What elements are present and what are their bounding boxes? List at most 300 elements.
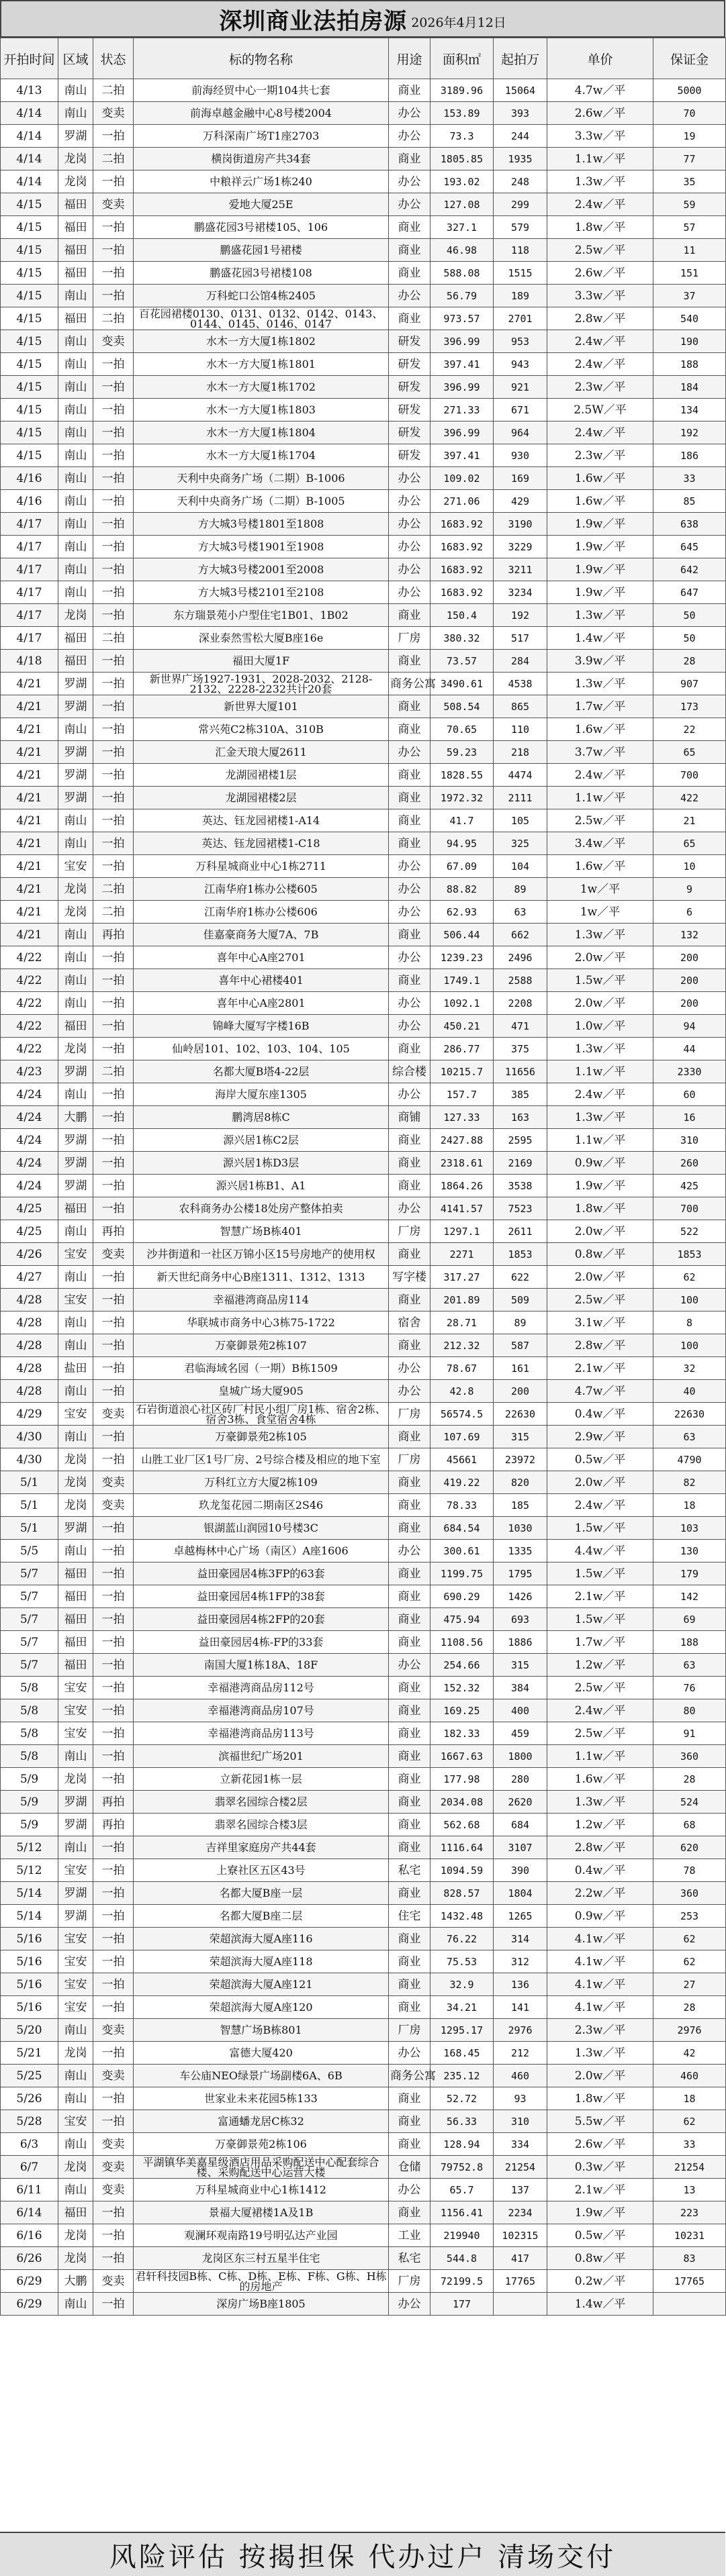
cell-area: 52.72 — [430, 2087, 494, 2110]
cell-district: 南山 — [58, 924, 93, 946]
cell-start-price: 2169 — [494, 1152, 547, 1175]
cell-time: 5/14 — [1, 1882, 58, 1905]
cell-start-price: 21254 — [494, 2156, 547, 2179]
cell-deposit: 63 — [653, 1426, 726, 1448]
cell-name: 鹏盛花园1号裙楼 — [134, 239, 389, 262]
column-header-deposit: 保证金 — [653, 38, 726, 79]
cell-start-price: 212 — [494, 2042, 547, 2065]
cell-usage: 商业 — [389, 1950, 430, 1973]
cell-area: 3490.61 — [430, 673, 494, 695]
cell-usage: 宿舍 — [389, 1311, 430, 1334]
cell-usage: 商业 — [389, 1928, 430, 1950]
cell-status: 一拍 — [93, 2247, 134, 2270]
cell-district: 宝安 — [58, 2110, 93, 2133]
cell-name: 君临海域名园（一期）B栋1509 — [134, 1357, 389, 1380]
cell-area: 2318.61 — [430, 1152, 494, 1175]
cell-name: 喜年中心A座2801 — [134, 992, 389, 1015]
table-row — [1, 490, 726, 513]
cell-area: 79752.8 — [430, 2156, 494, 2179]
cell-area: 109.02 — [430, 467, 494, 490]
table-row — [1, 2019, 726, 2042]
cell-area: 271.06 — [430, 490, 494, 513]
cell-name: 水木一方大厦1栋1802 — [134, 330, 389, 353]
cell-unit-price: 4.1w／平 — [547, 1973, 653, 1996]
cell-unit-price: 1w／平 — [547, 878, 653, 901]
cell-time: 5/7 — [1, 1563, 58, 1585]
cell-start-price: 1426 — [494, 1585, 547, 1608]
cell-status: 变卖 — [93, 330, 134, 353]
cell-unit-price: 2.0w／平 — [547, 2065, 653, 2087]
cell-area: 1972.32 — [430, 787, 494, 809]
cell-unit-price: 2.4w／平 — [547, 1494, 653, 1517]
cell-status: 一拍 — [93, 1266, 134, 1289]
cell-start-price: 248 — [494, 170, 547, 193]
cell-area: 157.7 — [430, 1083, 494, 1106]
cell-start-price: 2595 — [494, 1129, 547, 1152]
table-row — [1, 1289, 726, 1311]
cell-start-price: 105 — [494, 809, 547, 832]
cell-deposit: 200 — [653, 946, 726, 969]
cell-unit-price: 2.8w／平 — [547, 307, 653, 330]
cell-unit-price: 3.1w／平 — [547, 1311, 653, 1334]
cell-deposit: 22 — [653, 718, 726, 741]
table-row — [1, 1677, 726, 1699]
cell-deposit: 94 — [653, 1015, 726, 1038]
cell-district: 南山 — [58, 2133, 93, 2156]
cell-name: 世家业未来花园5栋133 — [134, 2087, 389, 2110]
cell-start-price: 393 — [494, 102, 547, 125]
cell-time: 5/5 — [1, 1540, 58, 1563]
cell-time: 5/1 — [1, 1494, 58, 1517]
cell-deposit: 100 — [653, 1334, 726, 1357]
cell-name: 爱地大厦25E — [134, 193, 389, 216]
table-row — [1, 604, 726, 627]
column-header-name: 标的物名称 — [134, 38, 389, 79]
cell-start-price: 517 — [494, 627, 547, 650]
cell-unit-price: 0.5w／平 — [547, 2224, 653, 2247]
cell-usage: 商业 — [389, 1882, 430, 1905]
cell-usage: 商业 — [389, 262, 430, 285]
cell-unit-price: 0.8w／平 — [547, 2247, 653, 2270]
cell-start-price: 314 — [494, 1928, 547, 1950]
cell-deposit: 100 — [653, 1289, 726, 1311]
cell-usage: 办公 — [389, 2179, 430, 2201]
cell-time: 5/14 — [1, 1905, 58, 1928]
cell-area: 254.66 — [430, 1654, 494, 1677]
cell-time: 5/9 — [1, 1814, 58, 1836]
cell-area: 1295.17 — [430, 2019, 494, 2042]
cell-start-price: 2588 — [494, 969, 547, 992]
cell-usage: 商业 — [389, 216, 430, 239]
cell-status: 一拍 — [93, 125, 134, 148]
cell-district: 罗湖 — [58, 1814, 93, 1836]
table-row — [1, 2133, 726, 2156]
cell-deposit: 76 — [653, 1677, 726, 1699]
cell-name: 锦峰大厦写字楼16B — [134, 1015, 389, 1038]
cell-district: 南山 — [58, 2065, 93, 2087]
cell-district: 宝安 — [58, 1950, 93, 1973]
cell-start-price: 390 — [494, 1859, 547, 1882]
table-row — [1, 536, 726, 558]
cell-district: 龙岗 — [58, 604, 93, 627]
table-row — [1, 901, 726, 924]
table-row — [1, 2110, 726, 2133]
cell-time: 4/15 — [1, 239, 58, 262]
cell-district: 罗湖 — [58, 764, 93, 787]
cell-status: 一拍 — [93, 1654, 134, 1677]
cell-unit-price: 1.6w／平 — [547, 718, 653, 741]
cell-district: 福田 — [58, 1631, 93, 1654]
cell-usage: 办公 — [389, 901, 430, 924]
cell-district: 南山 — [58, 1083, 93, 1106]
cell-start-price: 136 — [494, 1973, 547, 1996]
cell-usage: 厂房 — [389, 627, 430, 650]
cell-usage: 商业 — [389, 1129, 430, 1152]
cell-usage: 办公 — [389, 170, 430, 193]
table-row — [1, 422, 726, 444]
cell-deposit: 62 — [653, 1950, 726, 1973]
cell-status: 变卖 — [93, 1471, 134, 1494]
cell-district: 福田 — [58, 2201, 93, 2224]
cell-area: 1092.1 — [430, 992, 494, 1015]
cell-district: 宝安 — [58, 1996, 93, 2019]
cell-area: 169.25 — [430, 1699, 494, 1722]
cell-area: 1805.85 — [430, 148, 494, 170]
cell-deposit: 68 — [653, 1814, 726, 1836]
column-header-status: 状态 — [93, 38, 134, 79]
cell-name: 英达、钰龙园裙楼1-A14 — [134, 809, 389, 832]
cell-unit-price: 1.3w／平 — [547, 1106, 653, 1129]
cell-name: 观澜环观南路19号明弘达产业园 — [134, 2224, 389, 2247]
cell-area: 396.99 — [430, 330, 494, 353]
cell-time: 4/21 — [1, 855, 58, 878]
cell-district: 罗湖 — [58, 1882, 93, 1905]
cell-start-price: 192 — [494, 604, 547, 627]
table-row — [1, 2270, 726, 2293]
table-row — [1, 1129, 726, 1152]
cell-district: 龙岗 — [58, 148, 93, 170]
cell-area: 34.21 — [430, 1996, 494, 2019]
cell-status: 再拍 — [93, 1814, 134, 1836]
cell-area: 475.94 — [430, 1608, 494, 1631]
cell-start-price: 1935 — [494, 148, 547, 170]
cell-area: 88.82 — [430, 878, 494, 901]
cell-area: 56574.5 — [430, 1403, 494, 1426]
cell-unit-price: 2.5w／平 — [547, 239, 653, 262]
cell-start-price: 1886 — [494, 1631, 547, 1654]
cell-area: 219940 — [430, 2224, 494, 2247]
cell-unit-price: 1.4w／平 — [547, 2293, 653, 2316]
cell-area: 828.57 — [430, 1882, 494, 1905]
cell-status: 一拍 — [93, 581, 134, 604]
table-row — [1, 1380, 726, 1403]
cell-name: 幸福港湾商品房113号 — [134, 1722, 389, 1745]
cell-area: 67.09 — [430, 855, 494, 878]
cell-usage: 仓储 — [389, 2156, 430, 2179]
cell-unit-price: 2.0w／平 — [547, 1266, 653, 1289]
cell-time: 4/21 — [1, 741, 58, 764]
cell-status: 一拍 — [93, 399, 134, 422]
table-row — [1, 1996, 726, 2019]
page-header — [0, 0, 725, 38]
cell-area: 1239.23 — [430, 946, 494, 969]
cell-status: 一拍 — [93, 1334, 134, 1357]
cell-time: 6/29 — [1, 2293, 58, 2316]
cell-district: 南山 — [58, 467, 93, 490]
cell-unit-price: 3.3w／平 — [547, 285, 653, 307]
cell-deposit: 33 — [653, 467, 726, 490]
cell-district: 大鹏 — [58, 1106, 93, 1129]
cell-district: 龙岗 — [58, 1768, 93, 1791]
cell-status: 一拍 — [93, 1517, 134, 1540]
table-row — [1, 216, 726, 239]
cell-name: 幸福港湾商品房112号 — [134, 1677, 389, 1699]
cell-start-price: 17765 — [494, 2270, 547, 2293]
cell-status: 一拍 — [93, 946, 134, 969]
cell-time: 4/23 — [1, 1060, 58, 1083]
cell-status: 二拍 — [93, 307, 134, 330]
cell-usage: 商业 — [389, 718, 430, 741]
cell-time: 4/24 — [1, 1106, 58, 1129]
cell-area: 544.8 — [430, 2247, 494, 2270]
cell-status: 一拍 — [93, 832, 134, 855]
table-row — [1, 2224, 726, 2247]
cell-time: 6/7 — [1, 2156, 58, 2179]
cell-time: 4/24 — [1, 1152, 58, 1175]
cell-start-price: 163 — [494, 1106, 547, 1129]
cell-status: 一拍 — [93, 1038, 134, 1060]
cell-district: 南山 — [58, 1745, 93, 1768]
cell-start-price: 244 — [494, 125, 547, 148]
cell-start-price: 325 — [494, 832, 547, 855]
cell-deposit: 5000 — [653, 79, 726, 102]
cell-time: 4/21 — [1, 787, 58, 809]
cell-area: 450.21 — [430, 1015, 494, 1038]
cell-area: 1683.92 — [430, 513, 494, 536]
cell-time: 4/21 — [1, 901, 58, 924]
table-row — [1, 467, 726, 490]
cell-unit-price: 1.5w／平 — [547, 1517, 653, 1540]
cell-time: 4/14 — [1, 148, 58, 170]
cell-status: 一拍 — [93, 1540, 134, 1563]
cell-usage: 商业 — [389, 1677, 430, 1699]
cell-district: 龙岗 — [58, 901, 93, 924]
cell-usage: 研发 — [389, 330, 430, 353]
cell-usage: 办公 — [389, 855, 430, 878]
cell-name: 喜年中心A座2701 — [134, 946, 389, 969]
table-row — [1, 148, 726, 170]
cell-status: 一拍 — [93, 1768, 134, 1791]
cell-district: 罗湖 — [58, 1129, 93, 1152]
cell-unit-price: 2.4w／平 — [547, 1699, 653, 1722]
cell-name: 荣超滨海大厦A座118 — [134, 1950, 389, 1973]
cell-district: 福田 — [58, 307, 93, 330]
cell-area: 56.79 — [430, 285, 494, 307]
cell-status: 一拍 — [93, 1859, 134, 1882]
cell-time: 5/9 — [1, 1791, 58, 1814]
cell-district: 南山 — [58, 1836, 93, 1859]
cell-time: 4/16 — [1, 467, 58, 490]
cell-time: 4/15 — [1, 376, 58, 399]
cell-name: 常兴苑C2栋310A、310B — [134, 718, 389, 741]
cell-time: 4/21 — [1, 764, 58, 787]
cell-time: 6/29 — [1, 2270, 58, 2293]
cell-start-price: 943 — [494, 353, 547, 376]
cell-area: 107.69 — [430, 1426, 494, 1448]
cell-status: 一拍 — [93, 536, 134, 558]
cell-district: 龙岗 — [58, 2042, 93, 2065]
cell-status: 一拍 — [93, 1152, 134, 1175]
cell-unit-price: 1.7w／平 — [547, 1631, 653, 1654]
cell-status: 一拍 — [93, 1311, 134, 1334]
cell-deposit: 253 — [653, 1905, 726, 1928]
cell-name: 华联城市商务中心3栋75-1722 — [134, 1311, 389, 1334]
cell-start-price: 218 — [494, 741, 547, 764]
cell-unit-price: 4.1w／平 — [547, 1928, 653, 1950]
cell-district: 宝安 — [58, 1928, 93, 1950]
cell-unit-price: 2.0w／平 — [547, 992, 653, 1015]
cell-district: 南山 — [58, 79, 93, 102]
cell-unit-price: 1.7w／平 — [547, 695, 653, 718]
cell-name: 万豪御景苑2栋107 — [134, 1334, 389, 1357]
cell-unit-price: 1.3w／平 — [547, 170, 653, 193]
cell-unit-price: 1.9w／平 — [547, 1175, 653, 1197]
cell-start-price: 110 — [494, 718, 547, 741]
table-row — [1, 1791, 726, 1814]
table-row — [1, 946, 726, 969]
table-row — [1, 262, 726, 285]
cell-area: 1094.59 — [430, 1859, 494, 1882]
cell-status: 一拍 — [93, 2042, 134, 2065]
cell-district: 南山 — [58, 2019, 93, 2042]
cell-status: 一拍 — [93, 1197, 134, 1220]
table-row — [1, 695, 726, 718]
cell-deposit: 200 — [653, 969, 726, 992]
cell-usage: 办公 — [389, 2293, 430, 2316]
cell-start-price: 23972 — [494, 1448, 547, 1471]
cell-unit-price: 2.0w／平 — [547, 1471, 653, 1494]
cell-unit-price: 4.7w／平 — [547, 79, 653, 102]
cell-usage: 办公 — [389, 1083, 430, 1106]
cell-deposit: 44 — [653, 1038, 726, 1060]
cell-start-price — [494, 2293, 547, 2316]
cell-status: 一拍 — [93, 1585, 134, 1608]
cell-deposit: 57 — [653, 216, 726, 239]
cell-usage: 商业 — [389, 695, 430, 718]
table-row — [1, 1654, 726, 1677]
cell-unit-price: 0.4w／平 — [547, 1403, 653, 1426]
cell-usage: 商业 — [389, 307, 430, 330]
cell-unit-price: 1.6w／平 — [547, 1768, 653, 1791]
cell-area: 72199.5 — [430, 2270, 494, 2293]
cell-usage: 商业 — [389, 2110, 430, 2133]
cell-status: 一拍 — [93, 741, 134, 764]
cell-time: 6/14 — [1, 2201, 58, 2224]
table-row — [1, 125, 726, 148]
cell-district: 南山 — [58, 102, 93, 125]
cell-deposit: 80 — [653, 1699, 726, 1722]
cell-usage: 综合楼 — [389, 1060, 430, 1083]
cell-time: 5/12 — [1, 1836, 58, 1859]
cell-area: 1432.48 — [430, 1905, 494, 1928]
cell-name: 新世界广场1927-1931、2028-2032、2128-2132、2228-2232共计20套 — [134, 673, 389, 695]
cell-name: 山胜工业厂区1号厂房、2号综合楼及相应的地下室 — [134, 1448, 389, 1471]
cell-usage: 办公 — [389, 2042, 430, 2065]
cell-time: 5/21 — [1, 2042, 58, 2065]
table-row — [1, 1722, 726, 1745]
cell-deposit: 700 — [653, 1197, 726, 1220]
cell-deposit: 10231 — [653, 2224, 726, 2247]
cell-usage: 商业 — [389, 1175, 430, 1197]
cell-start-price: 93 — [494, 2087, 547, 2110]
cell-district: 盐田 — [58, 1357, 93, 1380]
cell-start-price: 315 — [494, 1654, 547, 1677]
cell-start-price: 4538 — [494, 673, 547, 695]
cell-name: 新天世纪商务中心B座1311、1312、1313 — [134, 1266, 389, 1289]
cell-unit-price: 1.9w／平 — [547, 2201, 653, 2224]
cell-deposit: 60 — [653, 1083, 726, 1106]
cell-start-price: 104 — [494, 855, 547, 878]
table-row — [1, 2156, 726, 2179]
cell-time: 4/24 — [1, 1083, 58, 1106]
cell-district: 南山 — [58, 376, 93, 399]
cell-time: 5/7 — [1, 1631, 58, 1654]
cell-deposit: 19 — [653, 125, 726, 148]
cell-deposit: 425 — [653, 1175, 726, 1197]
cell-time: 5/8 — [1, 1745, 58, 1768]
cell-district: 南山 — [58, 536, 93, 558]
cell-deposit: 42 — [653, 2042, 726, 2065]
cell-area: 1156.41 — [430, 2201, 494, 2224]
cell-area: 28.71 — [430, 1311, 494, 1334]
cell-area: 193.02 — [430, 170, 494, 193]
cell-district: 龙岗 — [58, 1448, 93, 1471]
cell-district: 罗湖 — [58, 695, 93, 718]
cell-start-price: 2496 — [494, 946, 547, 969]
cell-usage: 厂房 — [389, 1220, 430, 1243]
cell-time: 4/18 — [1, 650, 58, 673]
cell-status: 一拍 — [93, 1426, 134, 1448]
column-header-usage: 用途 — [389, 38, 430, 79]
table-row — [1, 1175, 726, 1197]
cell-status: 一拍 — [93, 2293, 134, 2316]
cell-time: 5/16 — [1, 1973, 58, 1996]
cell-area: 10215.7 — [430, 1060, 494, 1083]
cell-district: 南山 — [58, 581, 93, 604]
cell-status: 一拍 — [93, 1106, 134, 1129]
cell-status: 一拍 — [93, 1129, 134, 1152]
cell-time: 5/16 — [1, 1996, 58, 2019]
cell-name: 东方瑞景苑小户型住宅1B01、1B02 — [134, 604, 389, 627]
cell-name: 富通蟠龙居C栋32 — [134, 2110, 389, 2133]
cell-area: 56.33 — [430, 2110, 494, 2133]
cell-name: 佳嘉豪商务大厦7A、7B — [134, 924, 389, 946]
table-row — [1, 1197, 726, 1220]
cell-name: 幸福港湾商品房107号 — [134, 1699, 389, 1722]
cell-name: 君轩科技园B栋、C栋、D栋、E栋、F栋、G栋、H栋的房地产 — [134, 2270, 389, 2293]
cell-usage: 商业 — [389, 1973, 430, 1996]
cell-deposit: 460 — [653, 2065, 726, 2087]
cell-area: 1199.75 — [430, 1563, 494, 1585]
cell-status: 一拍 — [93, 170, 134, 193]
cell-district: 南山 — [58, 1380, 93, 1403]
cell-usage: 工业 — [389, 2224, 430, 2247]
table-row — [1, 1585, 726, 1608]
cell-deposit: 188 — [653, 1631, 726, 1654]
cell-area: 1683.92 — [430, 581, 494, 604]
table-row — [1, 1015, 726, 1038]
cell-area: 271.33 — [430, 399, 494, 422]
